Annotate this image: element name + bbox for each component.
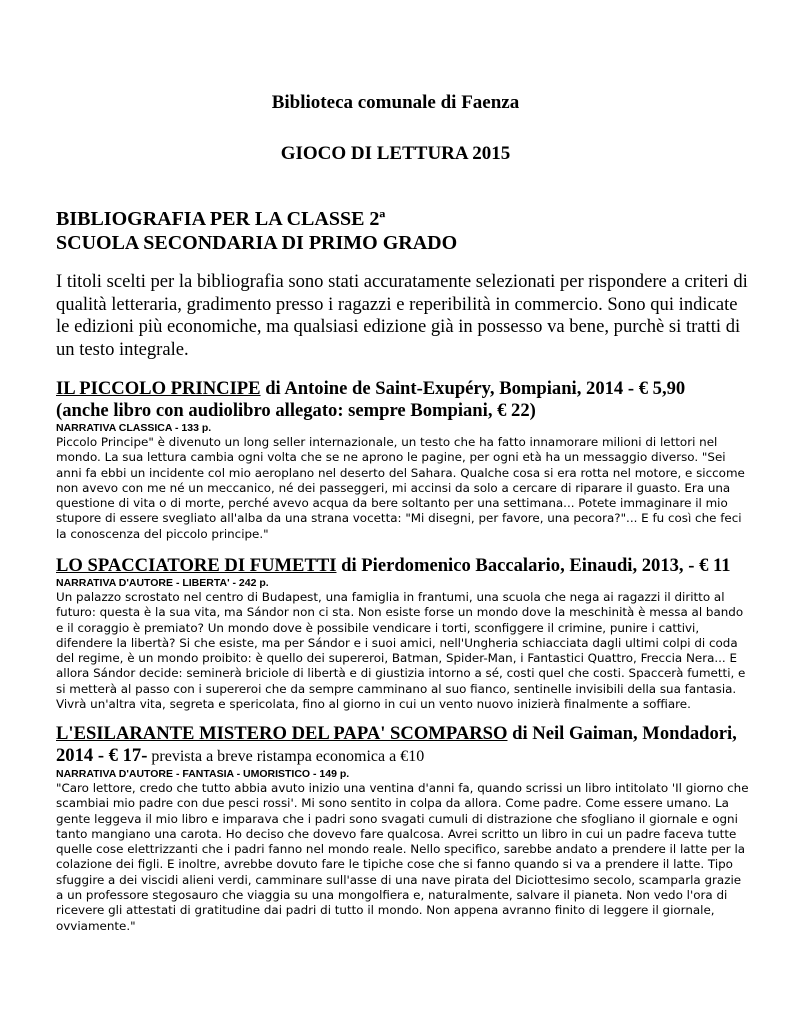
book-entry [56,555,751,712]
book-description: Un palazzo scrostato nel centro di Budapest, una famiglia in frantumi, una scuola che nega ai ragazzi il diritto al futuro: questa è la sua vita, ma Sándor non ci sta. Non esiste forse un mondo dove la meschinità è messa al bando e il coraggio è premiato? Un mondo dove è possibile vendicare i torti, sconfiggere il crimine, punire i cattivi, difendere la libertà? Si che esiste, ma per Sándor e i suoi amici, nell'Ungheria schiacciata dagli ultimi colpi di coda del regime, è un mondo proibito: è quello dei supereroi, Batman, Spider-Man, i Fantastici Quattro, Freccia Nera... E allora Sándor decide: seminerà briciole di libertà e di giustizia intorno a sé, costi quel che costi. Spaccerà fumetti, e si metterà al passo con i supereroi che da sempre camminano al suo fianco, sentinelle invisibili della sua fantasia. Vivrà un'altra vita, segreta e spericolata, fino al giorno in cui un vento nuovo inizierà finalmente a soffiare. [56,590,746,712]
book-details: di Antoine de Saint-Exupéry, Bompiani, 2014 - € 5,90 [260,378,686,399]
book-entry [56,378,751,542]
book-details-extra: (anche libro con audiolibro allegato: sempre Bompiani, € 22) [56,400,536,421]
game-title: GIOCO DI LETTURA 2015 [280,143,511,164]
bibliography-heading [56,207,751,255]
book-category: NARRATIVA D'AUTORE - LIBERTA' - 242 p. [56,577,269,589]
book-category: NARRATIVA D'AUTORE - FANTASIA - UMORISTICO - 149 p. [56,768,350,780]
book-title-line [56,723,751,768]
book-details: di Neil Gaiman, Mondadori, 2014 - € 17- [56,723,737,766]
book-title: IL PICCOLO PRINCIPE [56,378,261,399]
book-title-line [56,378,751,400]
book-note: prevista a breve ristampa economica a €10 [147,748,425,765]
book-details: di Pierdomenico Baccalario, Einaudi, 2013, - € 11 [336,555,731,576]
book-title: L'ESILARANTE MISTERO DEL PAPA' SCOMPARSO [56,723,508,744]
book-entry [56,723,751,934]
book-description: Piccolo Principe" è divenuto un long seller internazionale, un testo che ha fatto innamorare milioni di lettori nel mondo. La sua lettura cambia ogni volta che se ne aprono le pagine, per ogni età ha un messaggio diverso. "Sei anni fa ebbi un incidente col mio aeroplano nel deserto del Sahara. Qualche cosa si era rotta nel motore, e siccome non avevo con me né un meccanico, né dei passeggeri, mi accinsi da solo a cercare di riparare il guasto. Era una questione di vita o di morte, perché avevo acqua da bere soltanto per una settimana... Potete immaginare il mio stupore di essere svegliato all'alba da una strana vocetta: "Mi disegni, per favore, una pecora?"... E fu così che feci la conoscenza del piccolo principe." [56,435,745,541]
bibliography-line-1: BIBLIOGRAFIA PER LA CLASSE 2ª [56,208,386,230]
book-title-line [56,555,751,577]
library-title: Biblioteca comunale di Faenza [271,92,520,113]
bibliography-line-2: SCUOLA SECONDARIA DI PRIMO GRADO [56,232,458,254]
book-title: LO SPACCIATORE DI FUMETTI [56,555,337,576]
book-description: "Caro lettore, credo che tutto abbia avuto inizio una ventina d'anni fa, quando scrissi un libro intitolato 'Il giorno che scambiai mio padre con due pesci rossi'. Mi sono sentito in colpa da allora. Come padre. Come essere umano. La gente leggeva il mio libro e imparava che i padri sono svagati cumuli di distrazione che sfogliano il giornale e ogni tanto mangiano una carota. Ho deciso che dovevo fare qualcosa. Avrei scritto un libro in cui un padre faceva tutte quelle cose elettrizzanti che i padri fanno nel mondo reale. Nello specifico, sarebbe andato a prendere il latte per la colazione dei figli. E inoltre, avrebbe dovuto fare le tipiche cose che si fanno quando si va a prendere il latte. Tipo sfuggire a dei viscidi alieni verdi, camminare sull'asse di una nave pirata del Diciottesimo secolo, scamparla grazie a un professore stegosauro che viaggia su una mongolfiera e, naturalmente, salvare il pianeta. Non vedo l'ora di ricevere gli attestati di gratitudine dai padri di tutto il mondo. Non appena avranno finito di leggere il giornale, ovviamente." [56,781,749,933]
intro-paragraph: I titoli scelti per la bibliografia sono stati accuratamente selezionati per rispondere a criteri di qualità letteraria, gradimento presso i ragazzi e reperibilità in commercio. Sono qui indicate le edizioni più economiche, ma qualsiasi edizione già in possesso va bene, purchè si tratti di un testo integrale. [56,271,748,360]
book-category: NARRATIVA CLASSICA - 133 p. [56,422,212,434]
